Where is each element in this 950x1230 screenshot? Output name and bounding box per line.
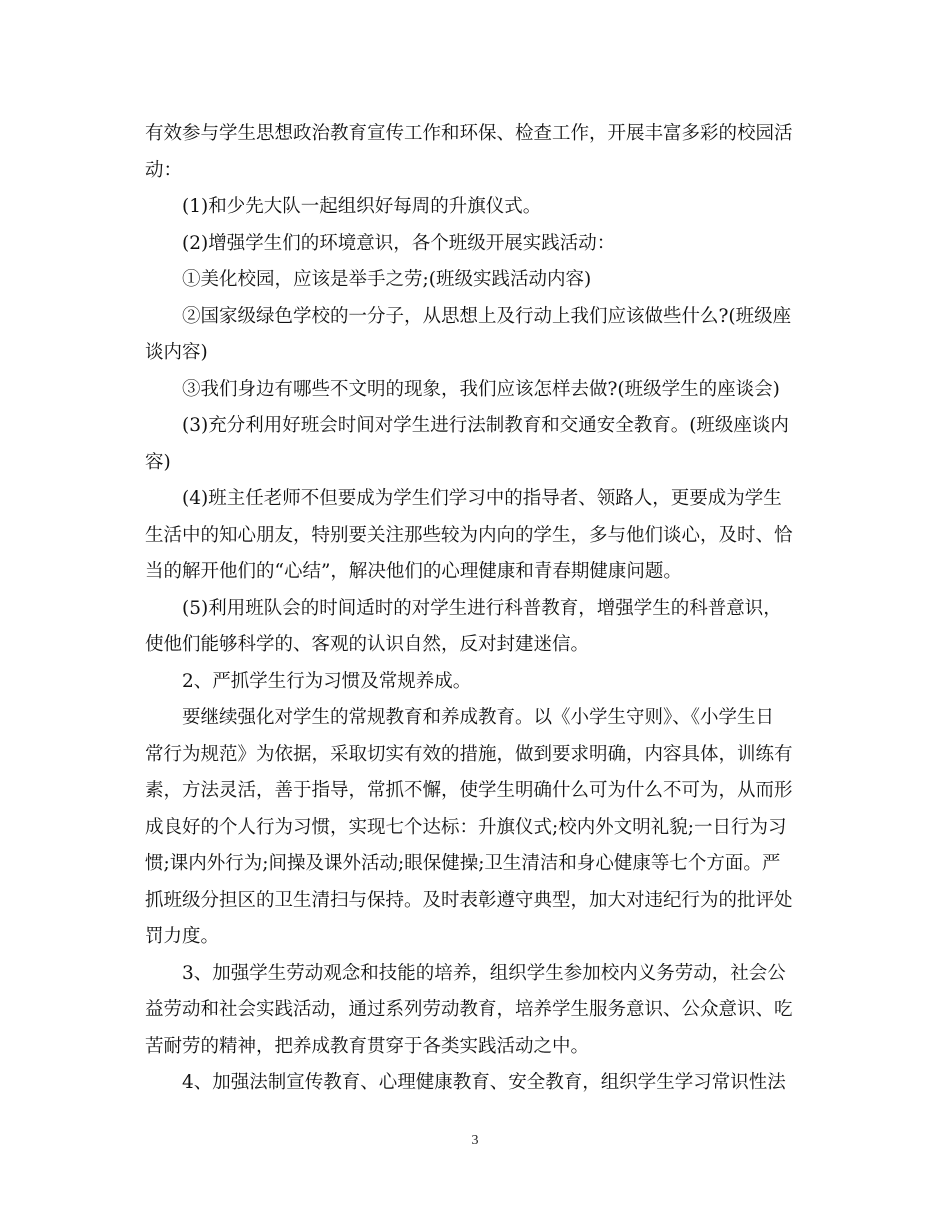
text-line: 有效参与学生思想政治教育宣传工作和环保、检查工作，开展丰富多彩的校园活 [145,123,793,144]
text-line: (3)充分利用好班会时间对学生进行法制教育和交通安全教育。(班级座谈内 [182,415,789,436]
text-line: ①美化校园，应该是举手之劳;(班级实践活动内容) [182,269,592,290]
text-line: (1)和少先大队一起组织好每周的升旗仪式。 [182,196,542,217]
text-line: 要继续强化对学生的常规教育和养成教育。以《小学生守则》、《小学生日 [182,707,775,728]
text-line: (4)班主任老师不但要成为学生们学习中的指导者、领路人，更要成为学生 [182,488,782,509]
text-line: 3、加强学生劳动观念和技能的培养，组织学生参加校内义务劳动，社会公 [182,962,786,984]
text-line: 容) [145,451,171,473]
text-line: 益劳动和社会实践活动，通过系列劳动教育，培养学生服务意识、公众意识、吃 [145,999,793,1020]
text-line: 素，方法灵活，善于指导，常抓不懈，使学生明确什么可为什么不可为，从而形 [145,780,793,801]
text-line: 苦耐劳的精神，把养成教育贯穿于各类实践活动之中。 [145,1035,590,1057]
text-line: (2)增强学生们的环境意识，各个班级开展实践活动： [182,232,616,254]
text-line: ②国家级绿色学校的一分子，从思想上及行动上我们应该做些什么?(班级座 [182,305,792,327]
text-line: 4、加强法制宣传教育、心理健康教育、安全教育，组织学生学习常识性法 [182,1072,786,1093]
text-line: 生活中的知心朋友，特别要关注那些较为内向的学生，多与他们谈心，及时、恰 [145,524,793,546]
text-line: 成良好的个人行为习惯，实现七个达标：升旗仪式;校内外文明礼貌;一日行为习 [145,816,787,838]
text-line: 2、严抓学生行为习惯及常规养成。 [182,670,472,692]
document-body [145,116,805,1102]
text-line: 动： [145,159,183,181]
text-line: 惯;课内外行为;间操及课外活动;眼保健操;卫生清洁和身心健康等七个方面。严 [145,853,781,874]
text-line: 常行为规范》为依据，采取切实有效的措施，做到要求明确，内容具体，训练有 [145,743,793,765]
text-line: 抓班级分担区的卫生清扫与保持。及时表彰遵守典型，加大对违纪行为的批评处 [145,889,793,911]
text-line: 当的解开他们的“心结”，解决他们的心理健康和青春期健康问题。 [145,561,682,582]
text-line: 谈内容) [145,342,208,363]
text-line: (5)利用班队会的时间适时的对学生进行科普教育，增强学生的科普意识， [182,597,782,619]
text-line: 罚力度。 [145,926,220,947]
text-line: ③我们身边有哪些不文明的现象，我们应该怎样去做?(班级学生的座谈会) [182,378,780,400]
text-line: 使他们能够科学的、客观的认识自然，反对封建迷信。 [145,634,590,655]
page-number: 3 [471,1133,479,1148]
